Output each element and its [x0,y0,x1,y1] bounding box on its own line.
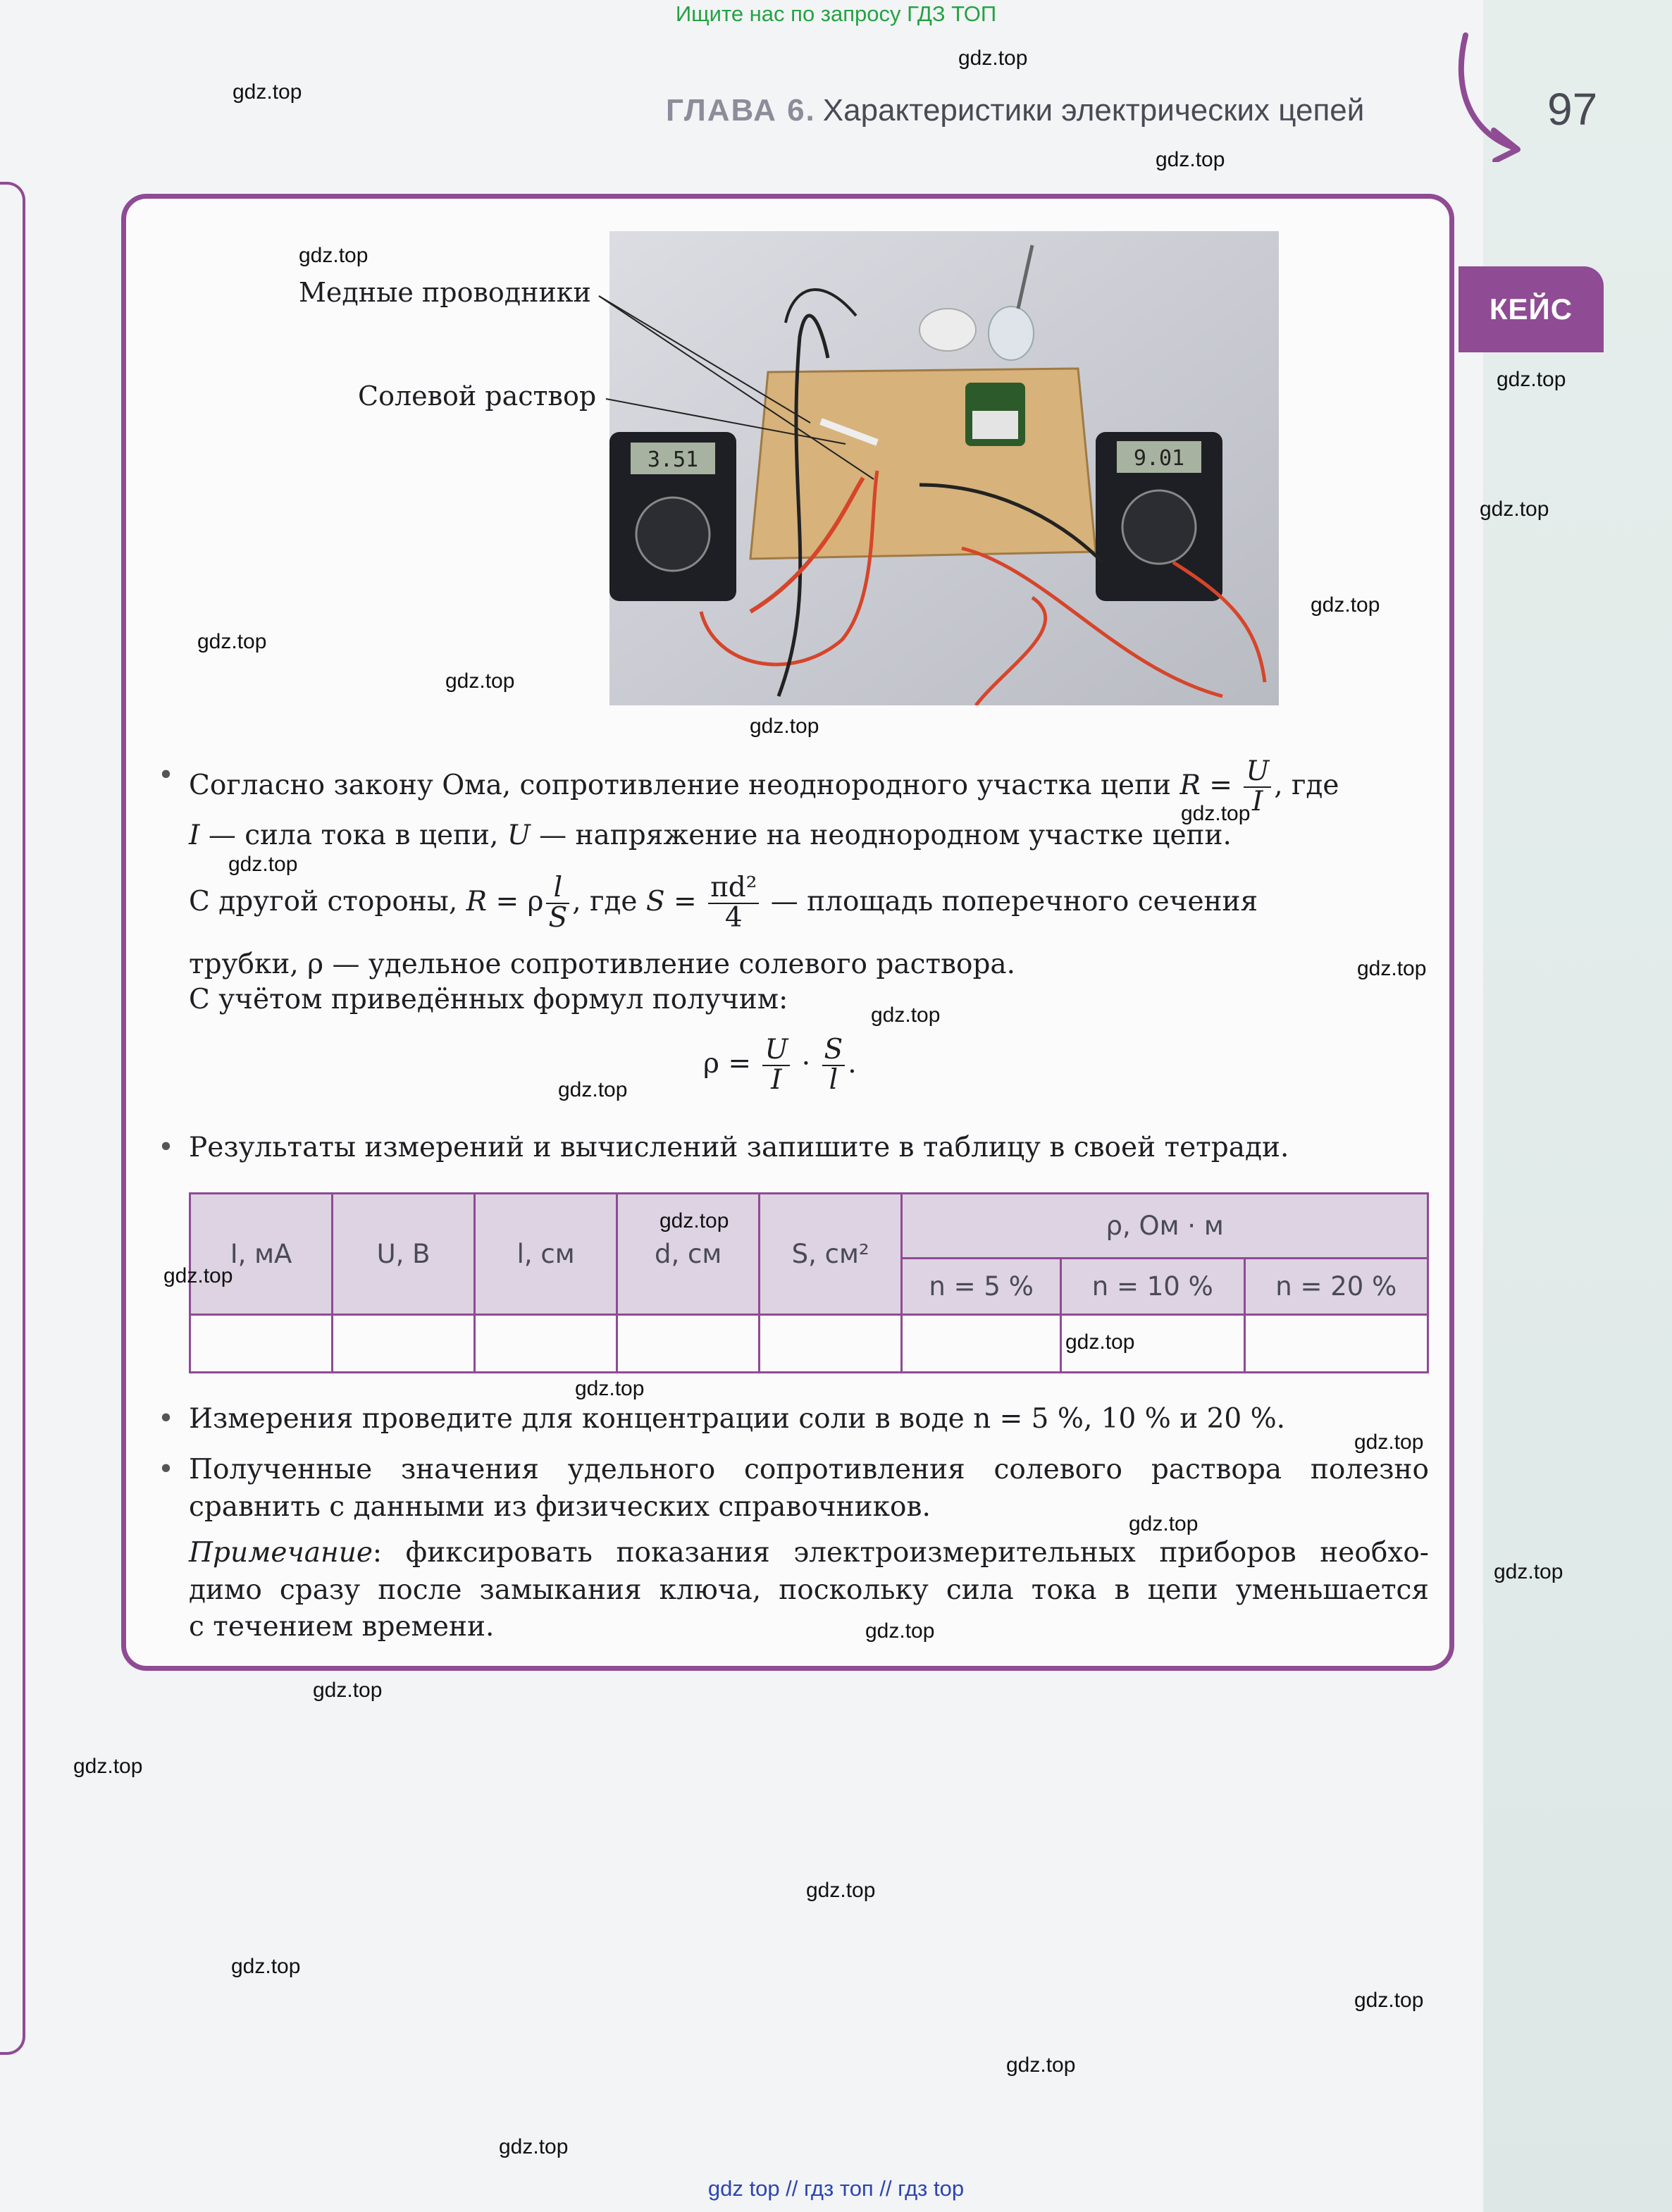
bottom-banner[interactable]: gdz top // гдз топ // гдз top [707,2176,965,2201]
table-cell [475,1315,617,1373]
watermark: gdz.top [231,1955,301,1978]
col-current: I, мА [190,1194,333,1315]
f2-den: I [771,1063,782,1096]
concentration-instruction: • Измерения проведите для концентрации соли в воде n = 5 %, 10 % и 20 %. [189,1401,1429,1438]
table-cell [1244,1315,1428,1373]
table-row [190,1315,1428,1373]
eq-sign-2: = [495,885,519,917]
watermark: gdz.top [806,1879,876,1902]
fraction-S-l [822,1036,846,1095]
table-cell [760,1315,902,1373]
col-n10: n = 10 % [1061,1259,1244,1315]
note-line-2: димо сразу после замыкания ключа, поскольку сила тока в цепи уменьшается [189,1574,1429,1606]
watermark: gdz.top [313,1679,383,1702]
table-instruction: • Результаты измерений и вычислений запишите в таблицу в своей тетради. [189,1130,1429,1167]
col-voltage: U, В [333,1194,475,1315]
mult-dot: · [801,1047,811,1080]
col-n5: n = 5 % [902,1259,1061,1315]
rho-eq: = [728,1047,752,1080]
ohm-text-a: Согласно закону Ома, сопротивление неоднородного участка цепи [189,769,1172,801]
left-meter-readout: 3.51 [647,447,699,472]
f2-num: U [764,1034,788,1065]
ohm-text-d: — напряжение на неоднородном участке цепи. [539,820,1232,851]
case-tab[interactable]: КЕЙС [1459,266,1604,352]
frac-den-S: S [548,901,568,934]
watermark: gdz.top [750,715,819,738]
watermark: gdz.top [1480,498,1549,521]
var-R-2: R [466,885,488,917]
watermark: gdz.top [1354,1431,1424,1454]
ohm-text-c: — сила тока в цепи, [208,820,499,851]
watermark: gdz.top [163,1264,233,1287]
search-banner[interactable]: Ищите нас по запросу ГДЗ ТОП [675,1,997,26]
compare-line-1: • Полученные значения удельного сопротивления солевого раствора полезно [189,1454,1429,1485]
watermark: gdz.top [445,669,515,693]
watermark: gdz.top [499,2135,569,2158]
f3-num: S [824,1034,843,1065]
watermark: gdz.top [197,630,267,653]
right-meter-readout: 9.01 [1133,446,1185,471]
col-length: l, см [475,1194,617,1315]
var-U: U [507,820,531,851]
watermark: gdz.top [228,853,298,876]
table-cell [190,1315,333,1373]
label-salt-solution: Солевой раствор [358,381,597,412]
table-cell [333,1315,475,1373]
frac-num: U [1246,755,1270,787]
frac-num-l: l [553,872,563,903]
compare-line-2: сравнить с данными из физических справочников. [189,1490,931,1523]
eq-sign: = [1209,769,1232,801]
watermark: gdz.top [558,1078,628,1101]
watermark: gdz.top [233,80,302,104]
rho-formula: ρ = $\frac{U}{I}$ · $\frac{S}{l}$ . [703,1034,857,1096]
col-rho: ρ, Ом · м [902,1194,1428,1259]
note-line-3: с течением времени. [189,1611,495,1643]
chapter-label: ГЛАВА 6. [666,93,816,128]
col-n20: n = 20 % [1244,1259,1428,1315]
watermark: gdz.top [1181,802,1251,825]
f3-den: l [829,1063,838,1096]
note-paragraph [189,1535,1429,1646]
fraction-l-S [546,874,569,933]
watermark: gdz.top [1494,1560,1563,1583]
eq-sign-3: = [674,885,697,917]
watermark: gdz.top [958,47,1028,70]
watermark: gdz.top [1156,148,1225,171]
label-copper-wires: Медные проводники [299,277,591,308]
watermark: gdz.top [1006,2053,1076,2077]
tube-line: трубки, ρ — удельное сопротивление солевого раствора. [189,949,1016,980]
watermark: gdz.top [1357,957,1427,980]
watermark: gdz.top [575,1377,645,1400]
frac-den: I [1252,785,1263,817]
res-text-b: , где [572,885,638,917]
var-I: I [189,820,200,851]
var-rho: ρ [527,885,544,917]
watermark: gdz.top [299,244,369,267]
col-diameter: d, см [617,1194,760,1315]
formula-intro: С учётом приведённых формул получим: [189,984,788,1015]
var-S: S [645,885,665,917]
var-R: R [1179,769,1201,801]
watermark: gdz.top [73,1755,143,1778]
ohm-text-b: , где [1274,769,1339,801]
fraction-U-I-2 [762,1036,790,1095]
page-number: 97 [1547,84,1598,135]
area-den: 4 [724,901,743,934]
table-cell [902,1315,1061,1373]
res-text-a: С другой стороны, [189,885,458,917]
watermark: gdz.top [1129,1512,1199,1536]
watermark: gdz.top [1354,1989,1424,2012]
note-line-1: : фиксировать показания электроизмерительных приборов необхо- [372,1537,1429,1569]
results-table [189,1192,1429,1373]
resistance-line [189,874,1429,933]
compare-paragraph [189,1452,1429,1526]
watermark: gdz.top [1065,1330,1135,1354]
watermark: gdz.top [871,1003,941,1027]
watermark: gdz.top [1497,368,1566,391]
note-label: Примечание [189,1537,373,1569]
res-text-c: — площадь поперечного сечения [770,885,1258,917]
fraction-area [708,874,759,933]
table-cell [617,1315,760,1373]
rho-lhs: ρ [703,1047,719,1080]
watermark: gdz.top [659,1209,729,1232]
col-area: S, см² [760,1194,902,1315]
watermark: gdz.top [1311,593,1380,617]
watermark: gdz.top [865,1619,935,1643]
area-num: πd² [708,874,759,904]
figure-leader-lines [0,0,1672,775]
chapter-title: Характеристики электрических цепей [822,93,1365,128]
